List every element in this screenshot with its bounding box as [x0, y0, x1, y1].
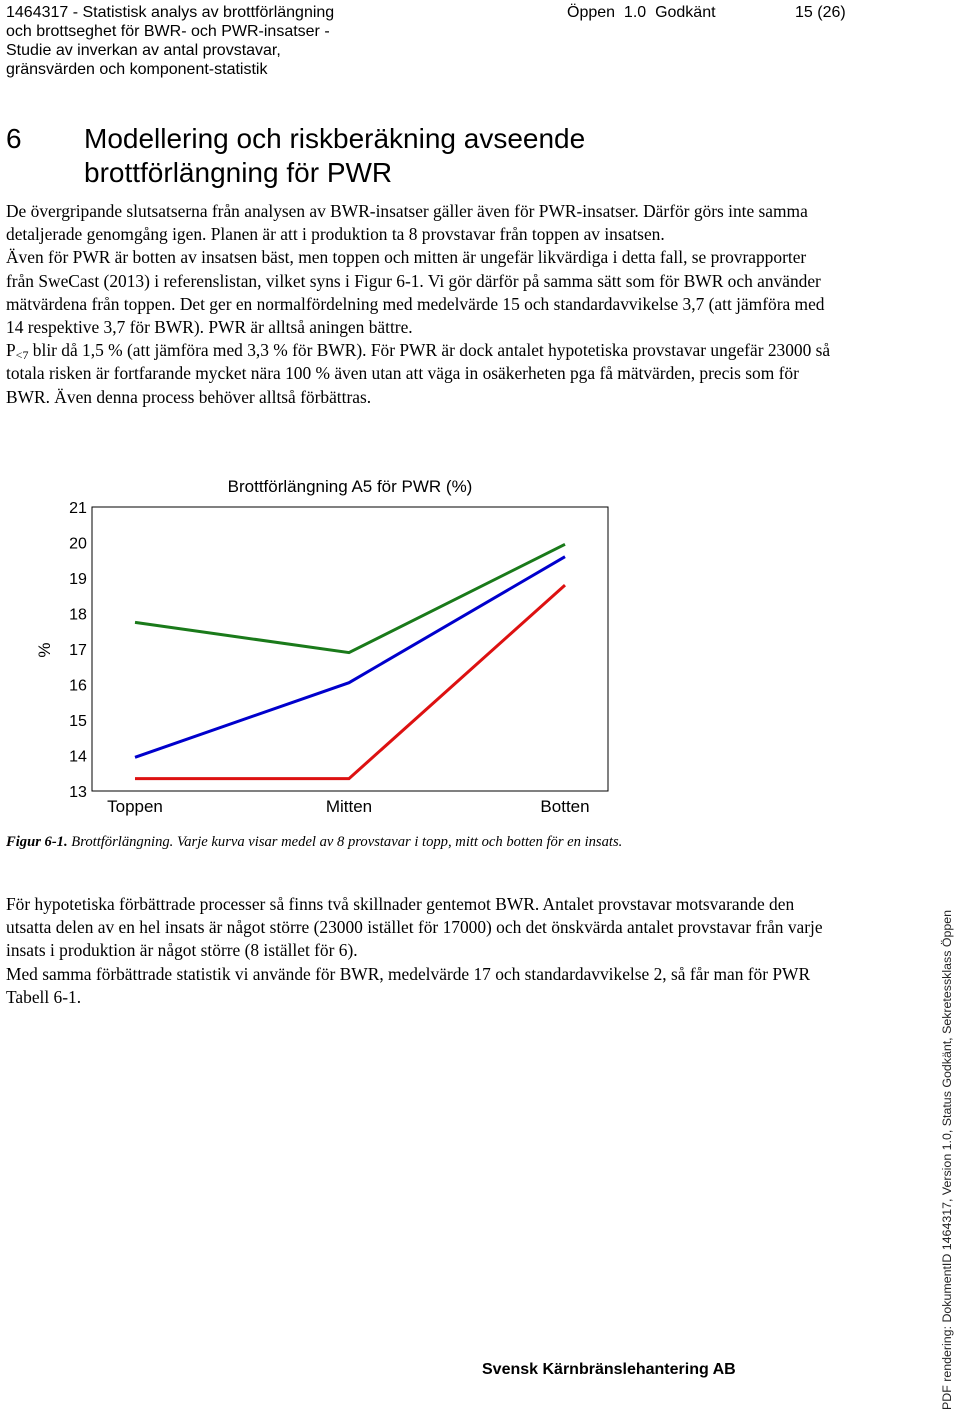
header-title-line-4: gränsvärden och komponent-statistik	[6, 61, 268, 78]
y-tick-label: 15	[69, 713, 87, 730]
y-tick-label: 17	[69, 642, 87, 659]
pdf-rendering-note: PDF rendering: DokumentID 1464317, Version 1.0, Status Godkänt, Sekretessklass Öppen	[940, 909, 954, 1410]
x-tick-label: Botten	[540, 797, 590, 816]
figure-caption-text: Brottförlängning. Varje kurva visar medel av 8 provstavar i topp, mitt och botten för en insats.	[67, 834, 623, 850]
series-line-2	[135, 557, 565, 758]
paragraph-1: De övergripande slutsatserna från analysen av BWR-insatser gäller även för PWR-insatser. Därför görs inte samma detaljerade genomgång igen. Planen är att i produktion ta 8 provstavar från toppen av insatsen.	[6, 201, 808, 245]
p-subscript: <7	[15, 348, 29, 363]
figure-caption-label: Figur 6-1.	[6, 834, 68, 850]
p-symbol: P	[6, 340, 16, 361]
paragraph-2-part-1: Även för PWR är botten av insatsen bäst, men toppen och mitten är ungefär likvärdiga i detta fall, se provrapporter från SweCast (2013) i referenslistan, vilket syns i Figur 6-1. Vi gör därför på samma sätt som för BWR och använder mätvärdena från toppen. Det ger en normalfördelning med medelvärde 15 och standardavvikelse 3,7 (att jämföra med 14 respektive 3,7 för BWR). PWR är alltså aningen bättre.	[6, 247, 825, 338]
document-header	[6, 3, 334, 79]
y-tick-label: 21	[69, 500, 87, 517]
y-tick-label: 14	[69, 748, 87, 766]
y-tick-label: 18	[69, 606, 87, 624]
header-title-line-1: 1464317 - Statistisk analys av brottförlängning	[6, 4, 335, 21]
header-title-line-3: Studie av inverkan av antal provstavar,	[6, 42, 281, 59]
y-axis-label: %	[35, 642, 54, 658]
x-tick-labels	[107, 797, 589, 816]
paragraph-2	[6, 246, 836, 408]
section-title-line-1: Modellering och riskberäkning avseende	[84, 123, 586, 154]
paragraph-2-part-2: blir då 1,5 % (att jämföra med 3,3 % för BWR). För PWR är dock antalet hypotetiska provstavar ungefär 23000 så totala risken är fortfarande mycket nära 100 % även utan att väga in osäkerheten pga få mätvärden, precis som för BWR. Även denna process behöver alltså förbättras.	[6, 340, 831, 407]
y-tick-label: 19	[69, 571, 87, 588]
y-tick-labels	[69, 500, 87, 801]
section-number: 6	[6, 123, 22, 154]
y-tick-label: 16	[69, 677, 87, 695]
paragraph-4: Med samma förbättrade statistik vi använde för BWR, medelvärde 17 och standardavvikelse 2, så får man för PWR Tabell 6-1.	[6, 963, 811, 1007]
paragraph-3: För hypotetiska förbättrade processer så finns två skillnader gentemot BWR. Antalet provstavar motsvarande den utsatta delen av en hel insats är något större (23000 istället för 17000) och det önskvärda antalet provstavar från varje insats i produktion är något större (8 istället för 6).	[6, 894, 823, 961]
header-title-line-2: och brottseghet för BWR- och PWR-insatser -	[6, 23, 330, 40]
lower-text-block	[6, 893, 831, 1009]
y-tick-label: 20	[69, 535, 87, 553]
document-status: Öppen 1.0 Godkänt	[567, 4, 716, 21]
page-number: 15 (26)	[795, 4, 846, 21]
section-title-line-2: brottförlängning för PWR	[84, 157, 393, 188]
body-text-block	[6, 200, 836, 409]
chart-series-group	[135, 544, 565, 778]
figure-caption	[6, 834, 622, 851]
footer-company: Svensk Kärnbränslehantering AB	[482, 1361, 736, 1378]
plot-area-frame	[92, 507, 608, 791]
chart-title: Brottförlängning A5 för PWR (%)	[227, 477, 473, 496]
series-line-1	[135, 544, 565, 652]
x-tick-label: Mitten	[325, 797, 373, 816]
y-tick-label: 13	[69, 784, 87, 801]
figure-chart	[0, 460, 960, 830]
x-tick-label: Toppen	[107, 797, 163, 816]
